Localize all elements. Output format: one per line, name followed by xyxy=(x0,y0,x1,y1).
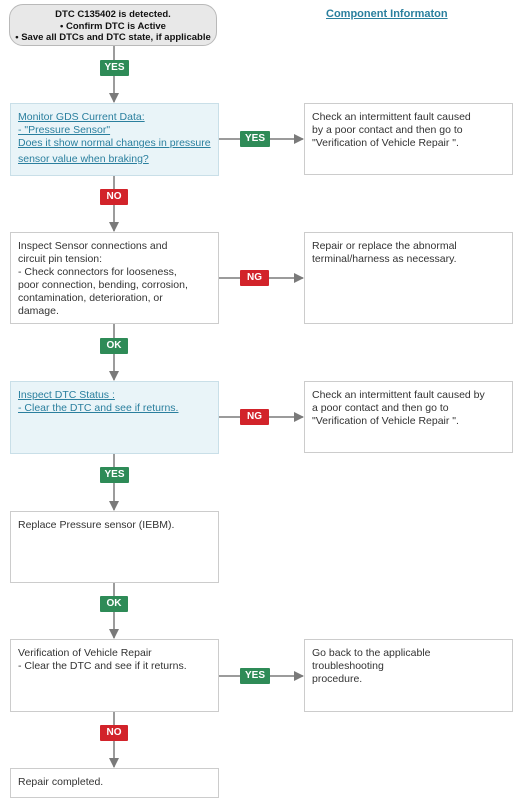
badge-yes-monitor: YES xyxy=(240,131,270,147)
verification-line1: Verification of Vehicle Repair xyxy=(18,647,152,659)
badge-ok-replace: OK xyxy=(100,596,128,612)
intermittent2-line1: Check an intermittent fault caused by xyxy=(312,389,485,401)
side-go-back xyxy=(304,639,513,712)
badge-ok-connections: OK xyxy=(100,338,128,354)
inspect-dtc-link[interactable]: Inspect DTC Status : xyxy=(18,389,115,401)
start-dtc-detected xyxy=(9,4,217,46)
inspect-conn-line5: contamination, deterioration, or xyxy=(18,292,163,304)
step-replace-sensor xyxy=(10,511,219,583)
verification-line2: - Clear the DTC and see if it returns. xyxy=(18,660,187,672)
repair-completed-text: Repair completed. xyxy=(18,776,104,788)
monitor-question-line2[interactable]: sensor value when braking? xyxy=(18,153,149,165)
inspect-conn-line2: circuit pin tension: xyxy=(18,253,103,265)
side-repair-terminal xyxy=(304,232,513,324)
inspect-conn-line4: poor connection, bending, corrosion, xyxy=(18,279,188,291)
side-intermittent-fault-2 xyxy=(304,381,513,453)
repair-terminal-line2: terminal/harness as necessary. xyxy=(312,253,457,265)
go-back-line1: Go back to the applicable troubleshooting xyxy=(312,647,431,672)
pressure-sensor-link[interactable]: - "Pressure Sensor" xyxy=(18,124,111,136)
side-intermittent-fault-1 xyxy=(304,103,513,175)
badge-no-verification: NO xyxy=(100,725,128,741)
badge-yes-verification: YES xyxy=(240,668,270,684)
start-line-3: • Save all DTCs and DTC state, if applicable xyxy=(15,32,211,43)
start-line-2: • Confirm DTC is Active xyxy=(60,20,166,32)
component-information-link[interactable]: Component Informaton xyxy=(326,8,448,20)
badge-yes-dtc: YES xyxy=(100,467,129,483)
monitor-gds-link[interactable]: Monitor GDS Current Data: xyxy=(18,111,145,123)
inspect-conn-line3: - Check connectors for looseness, xyxy=(18,266,177,278)
intermittent1-line1: Check an intermittent fault caused xyxy=(312,111,471,123)
badge-ng-connections: NG xyxy=(240,270,269,286)
replace-sensor-text: Replace Pressure sensor (IEBM). xyxy=(18,519,175,531)
badge-yes-start: YES xyxy=(100,60,129,76)
intermittent2-line3: "Verification of Vehicle Repair ". xyxy=(312,415,459,427)
monitor-question-line1[interactable]: Does it show normal changes in pressure xyxy=(18,137,211,149)
start-line-1: DTC C135402 is detected. xyxy=(55,9,171,20)
intermittent1-line3: "Verification of Vehicle Repair ". xyxy=(312,137,459,149)
inspect-conn-line6: damage. xyxy=(18,305,59,317)
intermittent1-line2: by a poor contact and then go to xyxy=(312,124,463,136)
go-back-line2: procedure. xyxy=(312,673,363,685)
step-monitor-gds xyxy=(10,103,219,176)
badge-ng-dtc: NG xyxy=(240,409,269,425)
step-verification xyxy=(10,639,219,712)
step-repair-completed xyxy=(10,768,219,798)
badge-no-monitor: NO xyxy=(100,189,128,205)
inspect-conn-line1: Inspect Sensor connections and xyxy=(18,240,168,252)
step-inspect-dtc-status xyxy=(10,381,219,454)
step-inspect-connections xyxy=(10,232,219,324)
intermittent2-line2: a poor contact and then go to xyxy=(312,402,449,414)
repair-terminal-line1: Repair or replace the abnormal xyxy=(312,240,457,252)
clear-dtc-link[interactable]: - Clear the DTC and see if returns. xyxy=(18,402,179,414)
